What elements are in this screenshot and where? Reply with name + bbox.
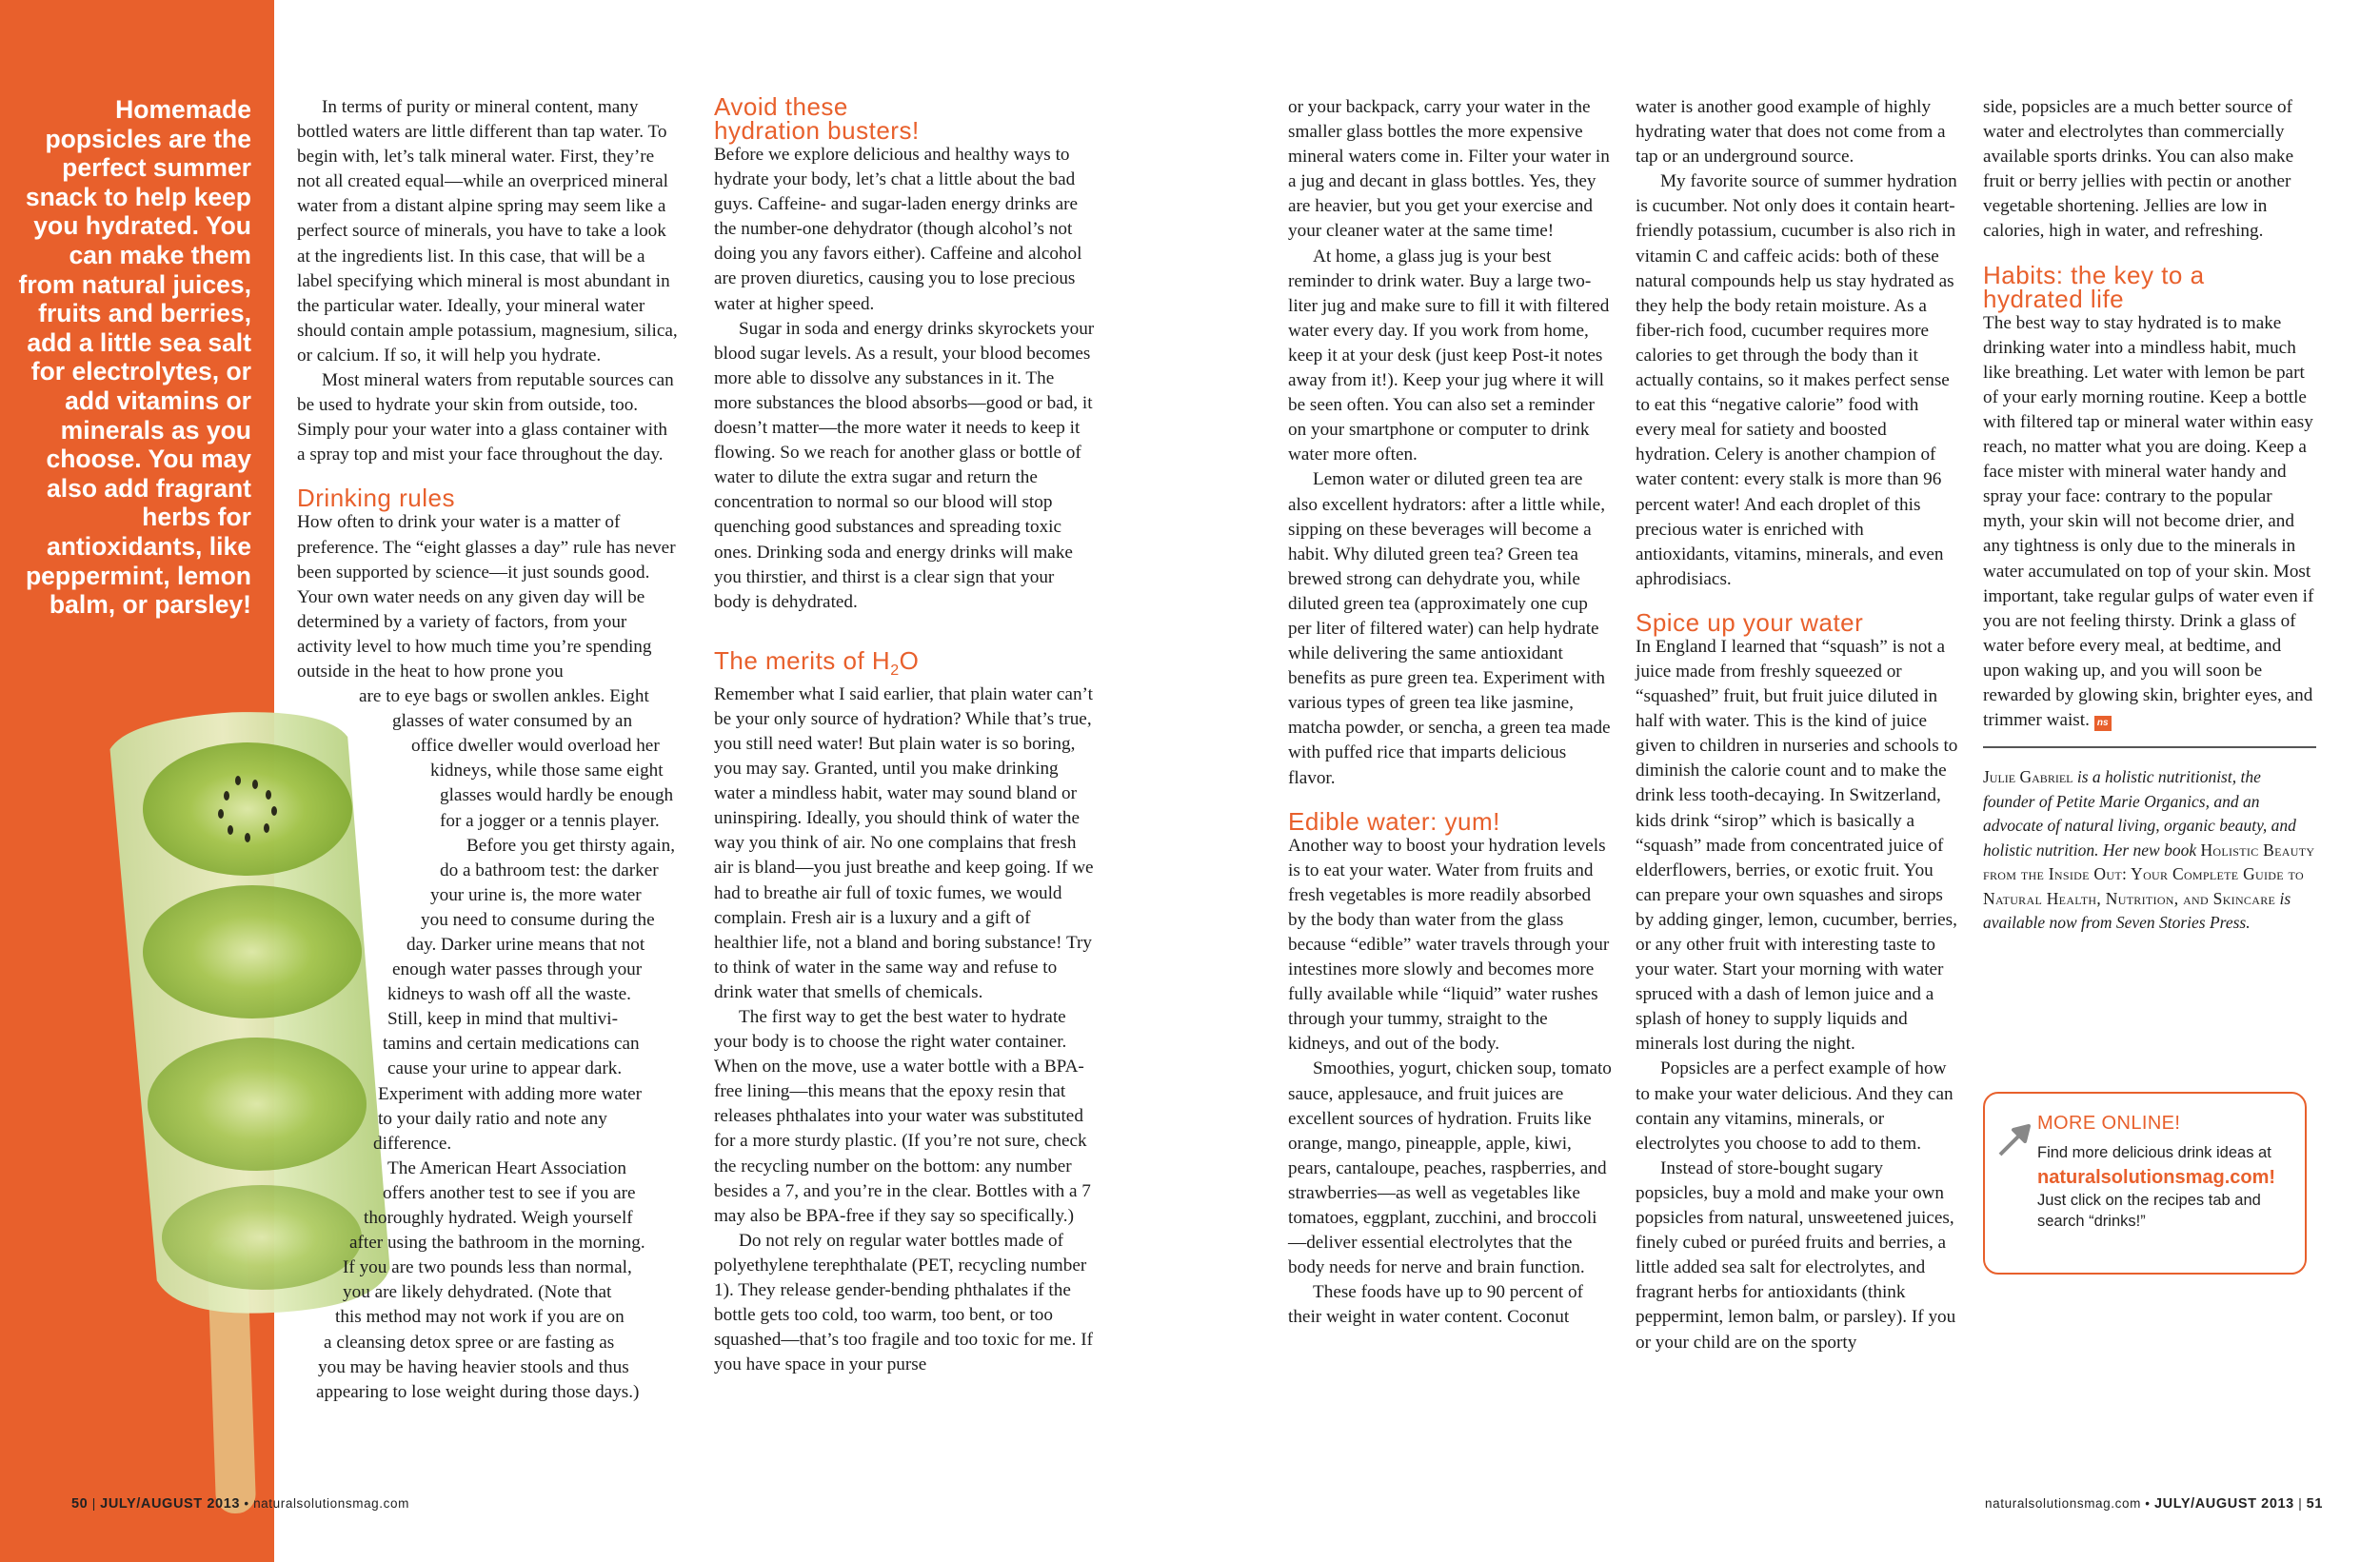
heading-text: The merits of H bbox=[714, 645, 891, 675]
more-online-title: MORE ONLINE! bbox=[2037, 1113, 2181, 1134]
text-line: difference. bbox=[373, 1133, 452, 1154]
text-line: office dweller would overload her bbox=[411, 736, 660, 757]
paragraph-text: The best way to stay hydrated is to make drinking water into a mindless habit, much like breathing. Let water with lemon be part of your early morning routine. Keep a bottle with filtered tap or mineral water within easy reach, no matter what you are doing. Keep a face mister with mineral water handy and spray your face: contrary to the popular myth, your skin will not become drier, and any tightness is only due to the minerals in water accumulated on top of your skin. Most important, take regular gulps of water even if you are not feeling thirsty. Drink a glass of water before every meal, at bedtime, and upon waking up, and you will soon be rewarded by glowing skin, brighter eyes, and trimmer waist. bbox=[1983, 312, 2314, 731]
paragraph: These foods have up to 90 percent of their weight in water content. Coconut bbox=[1288, 1282, 1583, 1328]
paragraph: side, popsicles are a much better source of water and electrolytes than commercially available sports drinks. You can also make fruit or berry jellies with pectin or another vegetable shortening. Jellies are low in calories, high in water, and refreshing. bbox=[1983, 97, 2294, 242]
text-line: do a bathroom test: the darker bbox=[440, 860, 659, 880]
sidebar-callout: Homemade popsicles are the perfect summer snack to help keep you hydrated. You can make them from natural juices, fruits and berries, add a little sea salt for electrolytes, or add vitamins or minerals as you choose. You may also add fragrant herbs for antioxidants, like peppermint, lemon balm, or parsley! bbox=[18, 95, 251, 620]
more-online-text: Just click on the recipes tab and search “drinks!” bbox=[2037, 1192, 2261, 1230]
text-line: you may be having heavier stools and thus bbox=[318, 1356, 629, 1377]
paragraph: Remember what I said earlier, that plain water can’t be your only source of hydration? While that’s true, you still need water! But plain water is so boring, you may say. Granted, until you make drinking water a mindless habit, water may sound bland or uninspiring. Ideally, you should think of water the way you think of air. No one complains that fresh air is bland—you just breathe and keep going. If we had to breathe air full of toxic fumes, we would complain. Fresh air is a luxury and a gift of healthier life, not a bland and boring substance! Try to think of water in the same way and refuse to drink water that smells of chemicals. bbox=[714, 683, 1094, 1002]
text-line: you are likely dehydrated. (Note that bbox=[343, 1282, 612, 1303]
section-heading-habits bbox=[1983, 260, 2316, 313]
paragraph: Another way to boost your hydration levels is to eat your water. Water from fruits and fresh vegetables is more readily absorbed by the body than water from the glass because “edible” water travels through your intestines more slowly and becomes more fully available while “liquid” water rushes through your tummy, straight to the kidneys, and out of the body. bbox=[1288, 835, 1610, 1055]
footer-left: 50 | JULY/AUGUST 2013 • naturalsolutionsmag.com bbox=[71, 1496, 409, 1512]
wrapped-paragraph bbox=[297, 1157, 678, 1405]
text-line: offers another test to see if you are bbox=[383, 1182, 636, 1203]
heading-subscript: 2 bbox=[890, 662, 900, 679]
page-number: 50 bbox=[71, 1496, 89, 1512]
section-heading-drinking-rules: Drinking rules bbox=[297, 484, 455, 513]
text-line: your urine is, the more water bbox=[430, 884, 642, 905]
text-line: If you are two pounds less than normal, bbox=[343, 1257, 632, 1278]
page-number: 51 bbox=[2306, 1496, 2323, 1512]
text-line: after using the bathroom in the morning. bbox=[349, 1233, 645, 1254]
arrow-icon bbox=[1996, 1122, 2031, 1157]
footer-site: naturalsolutionsmag.com bbox=[253, 1496, 409, 1511]
paragraph: Instead of store-bought sugary popsicles, buy a mold and make your own popsicles from natural, unsweetened juices, finely cubed or puréed fruits and berries, a little added sea salt for electrolytes, and fragrant herbs for antioxidants (think peppermint, lemon balm, or parsley). If you or your child are on the sporty bbox=[1636, 1157, 1956, 1353]
paragraph: or your backpack, carry your water in the smaller glass bottles the more expensive mineral waters come in. Filter your water in a jug and decant in glass bottles. Yes, they are heavier, but you get your exercise and your cleaner water at the same time! bbox=[1288, 97, 1610, 242]
paragraph: Smoothies, yogurt, chicken soup, tomato sauce, applesauce, and fruit juices are excellent sources of hydration. Fruits like orange, mango, pineapple, apple, kiwi, pears, cantaloupe, peaches, raspberries, and strawberries—as well as vegetables like tomatoes, eggplant, zucchini, and broccoli—deliver essential electrolytes that the body needs for nerve and brain function. bbox=[1288, 1058, 1612, 1278]
paragraph: The first way to get the best water to hydrate your body is to choose the right water container. When on the move, use a water bottle with a BPA-free lining—this means that the epoxy resin that releases phthalates into your water was substituted for a more sturdy plastic. (If you’re not sure, check the recycling number on the bottom: any number besides a 7, and you’re in the clear. Bottles with a 7 may also be BPA-free if they say so specifically.) bbox=[714, 1007, 1091, 1226]
text-line: glasses of water consumed by an bbox=[392, 711, 633, 732]
paragraph: Sugar in soda and energy drinks skyrockets your blood sugar levels. As a result, your blood becomes more able to dissolve any substances in it. The more substances the blood absorbs—good or bad, it doesn’t matter—the more water it needs to keep it flowing. So we reach for another glass or bottle of water to dilute the extra sugar and return the concentration to normal so our blood will stop quenching good substances and spreading toxic ones. Drinking soda and energy drinks will make you thirstier, and thirst is a clear sign that your body is dehydrated. bbox=[714, 318, 1095, 612]
paragraph: water is another good example of highly hydrating water that does not come from a tap or an underground source. bbox=[1636, 97, 1946, 168]
more-online-text: Find more delicious drink ideas at bbox=[2037, 1144, 2271, 1161]
paragraph: My favorite source of summer hydration is cucumber. Not only does it contain heart-friendly potassium, cucumber is also rich in vitamin C and caffeic acids: both of these natural compounds help us stay hydrated as they help the body retain moisture. As a fiber-rich food, cucumber requires more calories to get through the body than it actually contains, so it makes perfect sense to eat this “negative calorie” food with every meal for satiety and boosted hydration. Celery is another champion of water content: every stalk is more than 96 percent water! And each droplet of this precious water is enriched with antioxidants, vitamins, minerals, and even aphrodisiacs. bbox=[1636, 171, 1957, 589]
text-line: enough water passes through your bbox=[392, 959, 643, 980]
author-bio bbox=[1983, 746, 2316, 936]
heading-text: O bbox=[899, 645, 920, 675]
text-line: appearing to lose weight during those days.) bbox=[316, 1381, 640, 1402]
paragraph: In England I learned that “squash” is not a juice made from freshly squeezed or “squashed” fruit, but fruit juice diluted in half with water. This is the kind of juice given to children in nurseries and schools to diminish the calorie count and to make the drink less tooth-decaying. In Switzerland, kids drink “sirop” which is basically a “squash” made from concentrated juice of elderflowers, berries, or exotic fruit. You can prepare your own squashes and sirops by adding ginger, lemon, cucumber, berries, or any other fruit with interesting taste to your water. Start your morning with water spruced with a dash of lemon juice and a splash of honey to supply liquids and minerals lost during the night. bbox=[1636, 636, 1958, 1055]
paragraph: Most mineral waters from reputable sources can be used to hydrate your skin from outside, too. Simply pour your water into a glass container with a spray top and mist your face throughout the day. bbox=[297, 370, 674, 465]
text-line: day. Darker urine means that not bbox=[407, 935, 645, 955]
text-line: The American Heart Association bbox=[387, 1157, 626, 1178]
text-line: cause your urine to appear dark. bbox=[387, 1058, 623, 1079]
heading-line: Habits: the key to a bbox=[1983, 260, 2205, 289]
text-line: Still, keep in mind that multivi- bbox=[387, 1009, 618, 1030]
text-line: kidneys to wash off all the waste. bbox=[387, 984, 631, 1005]
paragraph: Popsicles are a perfect example of how to make your water delicious. And they can contain any vitamins, minerals, or electrolytes you choose to add to them. bbox=[1636, 1058, 1954, 1154]
book-title: Holistic Beauty from the Inside Out: Your Complete Guide to Natural Health, Nutrition, and Skincare bbox=[1983, 840, 2315, 908]
text-line: Experiment with adding more water bbox=[378, 1083, 643, 1104]
article-column-1 bbox=[297, 95, 678, 1405]
text-line: a cleansing detox spree or are fasting as bbox=[324, 1332, 615, 1353]
website-link[interactable]: naturalsolutionsmag.com! bbox=[2037, 1167, 2276, 1188]
text-line: Before you get thirsty again, bbox=[466, 835, 675, 856]
text-line: you need to consume during the bbox=[421, 909, 655, 930]
article-column-4 bbox=[1636, 95, 1959, 1355]
issue-date: JULY/AUGUST 2013 bbox=[100, 1496, 241, 1512]
article-column-5 bbox=[1983, 95, 2316, 936]
author-name: Julie Gabriel bbox=[1983, 767, 2073, 787]
paragraph bbox=[1983, 311, 2316, 734]
wrapped-paragraph bbox=[297, 834, 678, 1157]
wrapped-paragraph-continuation bbox=[297, 684, 678, 834]
end-of-article-icon: ns bbox=[2094, 716, 2112, 731]
paragraph: Lemon water or diluted green tea are also excellent hydrators: after a little while, sipping on these beverages will become a habit. Why diluted green tea? Green tea brewed strong can dehydrate you, while diluted green tea (approximately one cup per liter of filtered water) can help hydrate while delivering the same antioxidant benefits as pure green tea. Experiment with various types of green tea like jasmine, matcha powder, or sencha, a green tea made with puffed rice that imparts delicious flavor. bbox=[1288, 469, 1611, 788]
text-line: glasses would hardly be enough bbox=[440, 785, 674, 806]
section-heading-merits-h2o bbox=[714, 645, 1095, 682]
footer-site: naturalsolutionsmag.com bbox=[1985, 1496, 2141, 1511]
bio-text: is a holistic nutritionist, the founder of Petite Marie Organics, and an advocate of natural living, organic beauty, and holistic nutrition. Her new book bbox=[1983, 767, 2296, 860]
text-line: this method may not work if you are on bbox=[335, 1307, 625, 1328]
paragraph: At home, a glass jug is your best reminder to drink water. Buy a large two-liter jug and make sure to fill it with filtered water every day. If you work from home, keep it at your desk (just keep Post-it notes away from it!). Keep your jug where it will be seen often. You can also set a reminder on your smartphone or computer to drink water more often. bbox=[1288, 246, 1610, 465]
more-online-box bbox=[1983, 1092, 2307, 1275]
issue-date: JULY/AUGUST 2013 bbox=[2153, 1496, 2294, 1512]
section-heading-spice-up: Spice up your water bbox=[1636, 607, 1864, 637]
bio-text-end: is available now from Seven Stories Press. bbox=[1983, 888, 2291, 933]
heading-line: hydrated life bbox=[1983, 284, 2125, 313]
text-line: to your daily ratio and note any bbox=[378, 1108, 607, 1129]
text-line: kidneys, while those same eight bbox=[430, 761, 664, 781]
heading-line: Avoid these bbox=[714, 92, 848, 121]
section-heading-avoid-busters bbox=[714, 92, 1095, 145]
footer-right: naturalsolutionsmag.com • JULY/AUGUST 2013 | 51 bbox=[1985, 1496, 2323, 1512]
article-column-2 bbox=[714, 92, 1095, 1377]
heading-line: hydration busters! bbox=[714, 116, 920, 145]
paragraph: In terms of purity or mineral content, many bottled waters are little different than tap water. To begin with, let’s talk mineral water. First, they’re not all created equal—while an overpriced mineral water from a distant alpine spring may seem like a perfect source of minerals, you have to take a look at the ingredients list. In this case, that will be a label specifying which mineral is most abundant in the particular water. Ideally, your mineral water should contain ample potassium, magnesium, silica, or calcium. If so, it will help you hydrate. bbox=[297, 97, 678, 366]
section-heading-edible-water: Edible water: yum! bbox=[1288, 806, 1500, 836]
paragraph: How often to drink your water is a matter of preference. The “eight glasses a day” rule has never been supported by science—it just sounds good. Your own water needs on any given day will be determined by a variety of factors, from your activity level to how much time you’re spending outside in the heat to how prone you bbox=[297, 512, 676, 682]
text-line: for a jogger or a tennis player. bbox=[440, 810, 660, 831]
text-line: are to eye bags or swollen ankles. Eight bbox=[359, 686, 649, 707]
paragraph: Do not rely on regular water bottles made of polyethylene terephthalate (PET, recycling number 1). They release gender-bending phthalates if the bottle gets too cold, too warm, too bent, or too squashed—that’s too fragile and too toxic for me. If you have space in your purse bbox=[714, 1230, 1094, 1375]
text-line: thoroughly hydrated. Weigh yourself bbox=[364, 1208, 633, 1229]
article-column-3 bbox=[1288, 95, 1612, 1331]
paragraph: Before we explore delicious and healthy ways to hydrate your body, let’s chat a little about the bad guys. Caffeine- and sugar-laden energy drinks are the number-one dehydrator (though alcohol’s not doing you any favors either). Caffeine and alcohol are proven diuretics, causing you to lose precious water at higher speed. bbox=[714, 145, 1082, 314]
text-line: tamins and certain medications can bbox=[383, 1034, 640, 1055]
